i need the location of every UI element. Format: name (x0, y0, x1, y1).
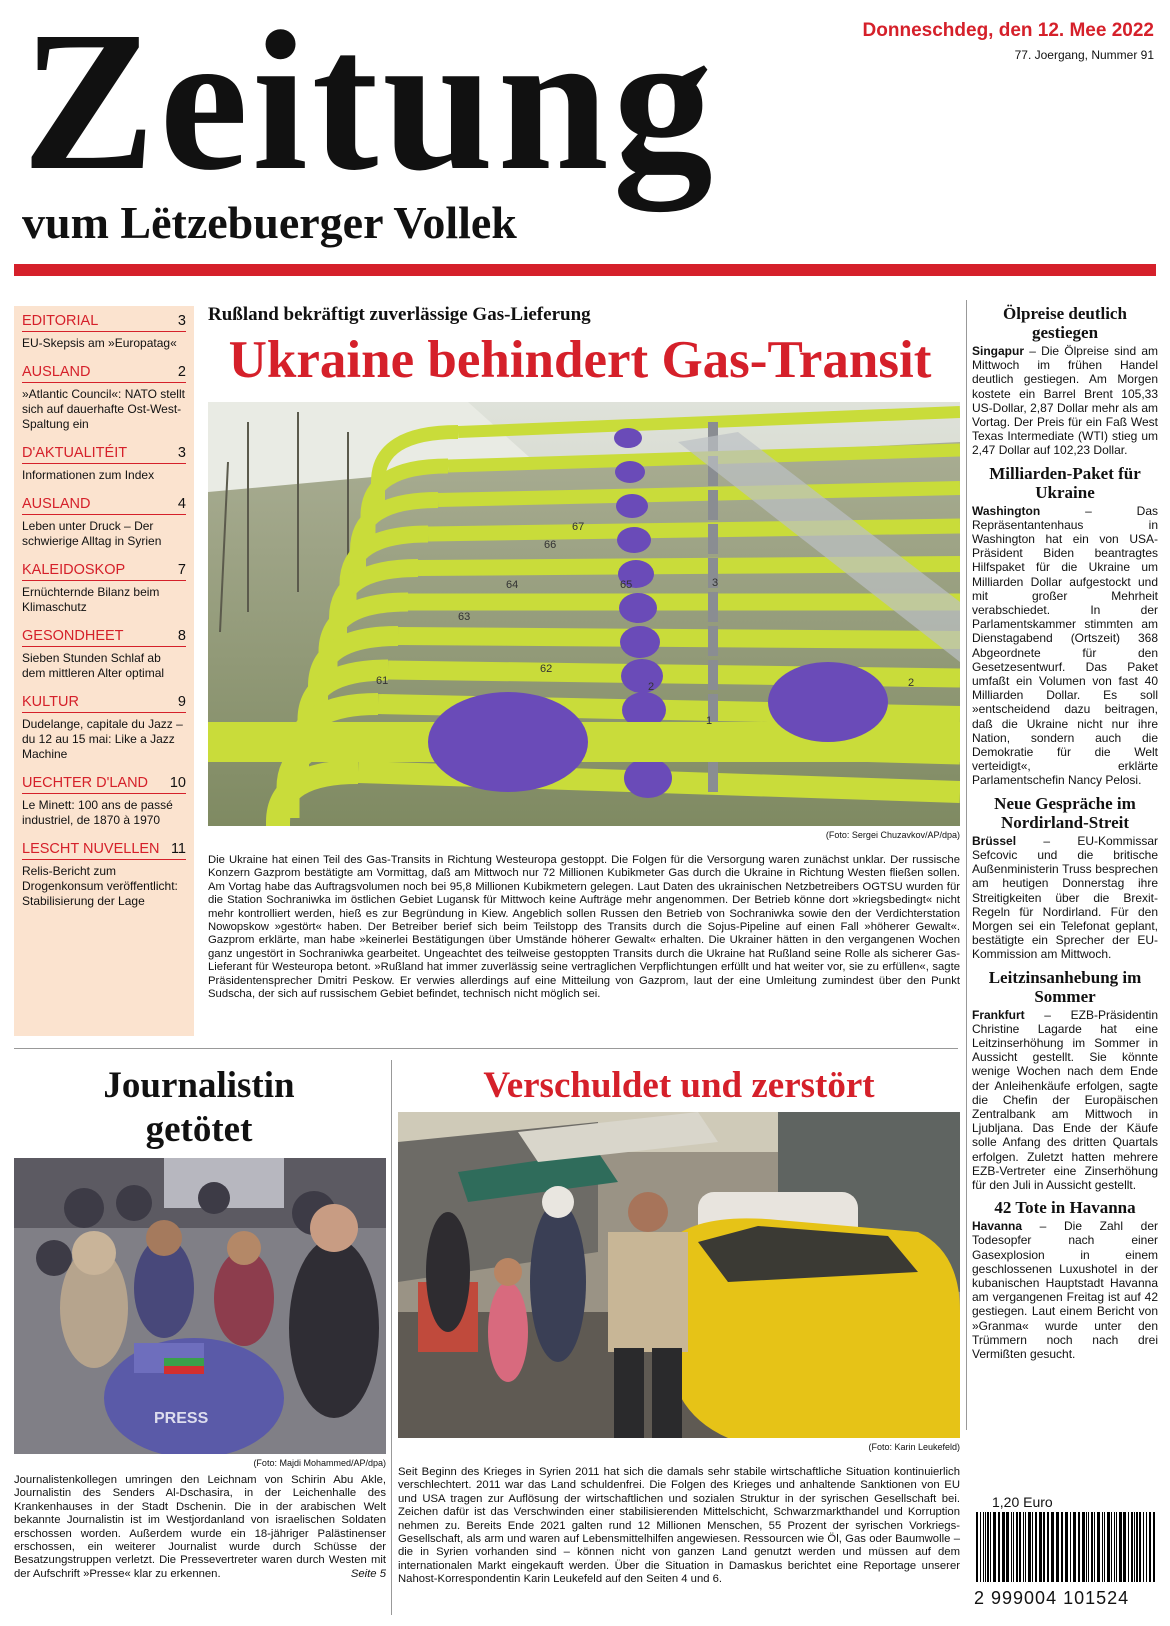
index-item[interactable] (22, 312, 186, 351)
barcode-bar (1073, 1512, 1076, 1582)
news-brief (972, 464, 1158, 788)
section-divider (14, 1048, 958, 1049)
barcode-bar (1019, 1512, 1021, 1582)
barcode-bar (1013, 1512, 1014, 1582)
index-teaser: »Atlantic Council«: NATO stellt sich auf dauerhafte Ost-West-Spaltung ein (22, 387, 185, 431)
barcode-bar (1082, 1512, 1085, 1582)
barcode-bar (1111, 1512, 1112, 1582)
journalist-photo-mourners[interactable] (14, 1158, 386, 1454)
syria-photo-credit: (Foto: Karin Leukefeld) (868, 1442, 960, 1452)
brief-text: – Das Repräsentantenhaus in Washington hat ein von USA-Präsident Biden beantragtes Hilfspaket für die Ukraine um Milliarden Dollar aufgestockt und mit großer Mehrheit verabschiedet. In der Parlamentskammer stimmten am Dienstagabend (Ortszeit) 368 Abgeordnete für den Gesetzesentwurf. Das Paket umfaßt ein Volumen von fast 40 Milliarden Dollar. Es soll »entscheidend dazu beitragen, daß die Ukraine nicht nur ihre Nation, sondern auch die Demokratie für die Welt verteidigt«, erklärte Parlamentschefin Nancy Pelosi. (972, 503, 1158, 788)
index-section-heading[interactable] (22, 774, 186, 794)
index-section-heading[interactable] (22, 693, 186, 713)
index-item[interactable] (22, 495, 186, 549)
masthead-rule (14, 264, 1156, 276)
barcode-bar (1128, 1512, 1129, 1582)
index-section-heading[interactable] (22, 363, 186, 383)
brief-text: – Die Ölpreise sind am Mittwoch im frühen Handel deutlich gestiegen. Am Morgen kostete ein Barrel Brent 105,33 US-Dollar, 2,87 Dollar mehr als am Vortag. Der Preis für ein Faß West Texas Intermediate (WTI) stieg um 2,47 Dollar auf 102,23 Dollar. (972, 344, 1158, 458)
index-section-name: KULTUR (22, 694, 79, 710)
barcode-bar (1056, 1512, 1059, 1582)
barcode-bar (1091, 1512, 1093, 1582)
barcode-bar (1025, 1512, 1026, 1582)
index-section-name: EDITORIAL (22, 313, 99, 329)
brief-dateline: Frankfurt (972, 1007, 1025, 1022)
journalist-page-ref[interactable]: Seite 5 (350, 1567, 386, 1580)
barcode (974, 1512, 1158, 1582)
index-item[interactable] (22, 693, 186, 762)
barcode-bar (1146, 1512, 1147, 1582)
index-page-number: 3 (177, 313, 186, 329)
index-teaser: EU-Skepsis am »Europatag« (22, 336, 177, 350)
index-section-heading[interactable] (22, 495, 186, 515)
lead-photo-gas-pipelines[interactable] (208, 402, 960, 826)
index-teaser: Relis-Bericht zum Drogenkonsum veröffentlicht: Stabilisierung der Lage (22, 864, 178, 908)
lead-kicker: Rußland bekräftigt zuverlässige Gas-Lieferung (208, 304, 591, 325)
barcode-bar (1035, 1512, 1037, 1582)
journalist-body-text (14, 1474, 386, 1581)
barcode-bar (1097, 1512, 1100, 1582)
barcode-bar (1107, 1512, 1110, 1582)
issue-number: 77. Joergang, Nummer 91 (1014, 48, 1154, 62)
barcode-bar (1119, 1512, 1122, 1582)
pipe-number-label: 3 (712, 577, 719, 589)
barcode-bar (1002, 1512, 1005, 1582)
masthead-subtitle: vum Lëtzebuerger Vollek (22, 197, 517, 248)
barcode-bar (1136, 1512, 1138, 1582)
index-page-number: 10 (169, 775, 186, 791)
brief-body (972, 1219, 1158, 1361)
lead-headline[interactable]: Ukraine behindert Gas-Transit (228, 331, 932, 389)
index-page-number: 9 (177, 694, 186, 710)
press-vest-label: PRESS (154, 1410, 209, 1427)
lead-photo-credit: (Foto: Sergei Chuzavkov/AP/dpa) (825, 830, 960, 840)
journalist-body: Journalistenkollegen umringen den Leichnam von Schirin Abu Akle, Journalistin des Senders Al-Dschasira, in der Leichenhalle des Krankenhauses in der Stadt Dschenin. Die in der arabischen Welt bekannte Journalistin ist im Westjordanland von israelischen Soldaten erschossen worden. Außerdem wurde ein 18-jähriger Palästinenser erschossen, ein weiterer Journalist wurde durch Schüsse der Besatzungstruppen verletzt. Die Pressevertreter waren durch Westen mit der Aufschrift »Presse« klar zu erkennen. (14, 1474, 386, 1580)
index-teaser: Informationen zum Index (22, 468, 155, 482)
index-item[interactable] (22, 363, 186, 432)
issue-date: Donneschdeg, den 12. Mee 2022 (862, 20, 1154, 41)
barcode-bar (1078, 1512, 1080, 1582)
journalist-photo-credit: (Foto: Majdi Mohammed/AP/dpa) (253, 1458, 386, 1468)
barcode-bar (1153, 1512, 1155, 1582)
index-page-number: 8 (177, 628, 186, 644)
index-section-name: UECHTER D'LAND (22, 775, 149, 791)
barcode-bar (1043, 1512, 1045, 1582)
brief-body (972, 1008, 1158, 1193)
barcode-bar (1104, 1512, 1105, 1582)
barcode-bar (1023, 1512, 1024, 1582)
barcode-bar (1032, 1512, 1033, 1582)
index-teaser: Sieben Stunden Schlaf ab dem mittleren Alter optimal (22, 651, 165, 680)
barcode-bar (1114, 1512, 1115, 1582)
masthead-title: Zeitung (22, 0, 717, 212)
barcode-bar (1016, 1512, 1018, 1582)
index-item[interactable] (22, 774, 186, 828)
pipe-number-label: 2 (908, 677, 915, 689)
barcode-bar (1131, 1512, 1133, 1582)
pipe-number-label: 1 (706, 715, 713, 727)
pipe-number-label: 67 (572, 521, 585, 533)
barcode-bar (1116, 1512, 1117, 1582)
index-section-name: D'AKTUALITÉIT (22, 445, 128, 461)
index-teaser: Ernüchternde Bilanz beim Klimaschutz (22, 585, 160, 614)
pipe-number-label: 63 (458, 611, 471, 623)
barcode-bar (1088, 1512, 1089, 1582)
index-section-name: GESONDHEET (22, 628, 124, 644)
brief-body (972, 834, 1158, 962)
brief-text: – EU-Kommissar Sefcovic und die britische Außenministerin Truss besprechen am heutigen Donnerstag ihre Streitigkeiten über die Brexit-Regeln für Nordirland. Für den Morgen sei ein Telefonat geplant, bestätigte ein Sprecher der EU-Kommission am Mittwoch. (972, 833, 1158, 962)
journalist-headline-line1: Journalistin (103, 1065, 295, 1106)
brief-body (972, 504, 1158, 788)
index-page-number: 4 (177, 496, 186, 512)
barcode-bar (990, 1512, 991, 1582)
brief-dateline: Havanna (972, 1219, 1023, 1234)
barcode-bar (987, 1512, 989, 1582)
index-section-heading[interactable] (22, 840, 186, 860)
barcode-bar (1149, 1512, 1151, 1582)
barcode-bar (1006, 1512, 1009, 1582)
pipe-number-label: 61 (376, 675, 389, 687)
journalist-headline[interactable] (14, 1064, 384, 1152)
brief-title[interactable]: Leitzinsanhebung im Sommer (988, 967, 1142, 1006)
brief-title[interactable]: Milliarden-Paket für Ukraine (989, 463, 1141, 502)
barcode-bar (998, 1512, 1000, 1582)
barcode-bar (1039, 1512, 1042, 1582)
pipe-number-label: 62 (540, 663, 553, 675)
brief-dateline: Brüssel (972, 833, 1017, 848)
index-teaser: Dudelange, capitale du Jazz – du 12 au 15 mai: Like a Jazz Machine (22, 717, 183, 761)
index-page-number: 11 (170, 841, 186, 857)
index-item[interactable] (22, 840, 186, 909)
index-section-heading[interactable] (22, 627, 186, 647)
barcode-bar (1011, 1512, 1012, 1582)
brief-title[interactable]: Neue Gespräche im Nordirland-Streit (994, 793, 1136, 832)
pipe-number-label: 64 (506, 579, 519, 591)
pipe-number-label: 65 (620, 579, 633, 591)
barcode-bar (1086, 1512, 1087, 1582)
index-section-heading[interactable] (22, 312, 186, 332)
index-page-number: 3 (177, 445, 186, 461)
barcode-bar (1139, 1512, 1141, 1582)
barcode-bar (1028, 1512, 1031, 1582)
index-section-heading[interactable] (22, 444, 186, 464)
barcode-bar (1051, 1512, 1054, 1582)
barcode-bar (985, 1512, 986, 1582)
index-section-name: LESCHT NUVELLEN (22, 841, 160, 857)
journalist-headline-line2: getötet (145, 1109, 253, 1150)
barcode-bar (1134, 1512, 1135, 1582)
index-section-name: AUSLAND (22, 364, 91, 380)
right-column-rule (966, 300, 967, 1430)
barcode-bar (1047, 1512, 1049, 1582)
index-box (14, 306, 194, 1036)
barcode-bar (1123, 1512, 1126, 1582)
syria-headline[interactable]: Verschuldet und zerstört (483, 1065, 875, 1106)
news-brief (972, 794, 1158, 962)
brief-body (972, 344, 1158, 458)
index-teaser: Leben unter Druck – Der schwierige Alltag in Syrien (22, 519, 162, 548)
brief-title[interactable]: 42 Tote in Havanna (994, 1198, 1136, 1218)
barcode-bar (980, 1512, 981, 1582)
index-item[interactable] (22, 627, 186, 681)
brief-dateline: Washington (972, 503, 1041, 518)
barcode-bar (1094, 1512, 1095, 1582)
index-section-name: KALEIDOSKOP (22, 562, 126, 578)
news-brief (972, 968, 1158, 1193)
index-item[interactable] (22, 561, 186, 615)
index-section-heading[interactable] (22, 561, 186, 581)
brief-text: – Die Zahl der Todesopfer nach einer Gasexplosion in einem geschlossenen Luxushotel in der kubanischen Hauptstadt Havanna am vergangenen Freitag ist auf 42 gestiegen. Laut einem Bericht von »Granma« wurde unter den Trümmern noch nach drei Vermißten gesucht. (972, 1219, 1158, 1361)
news-briefs-column (972, 304, 1158, 1367)
index-page-number: 2 (177, 364, 186, 380)
barcode-bar (1070, 1512, 1071, 1582)
price-label: 1,20 Euro (992, 1494, 1053, 1510)
lead-body-text: Die Ukraine hat einen Teil des Gas-Transits in Richtung Westeuropa gestoppt. Die Folgen für die Versorgung waren zunächst unklar. Der russische Konzern Gazprom bestätigte am Vormittag, daß am Mittwoch nur 72 Millionen Kubikmeter Gas durch die Ukraine in Richtung Westen fließen sollen. Am Vortag habe das Auftragsvolumen noch bei 95,8 Millionen Kubikmetern gelegen. Laut Daten des ukrainischen Netzbetreibers OGTSU wurden für die Station Sochraniwka im östlichen Gebiet Lugansk für Mittwoch keine Aufträge mehr angenommen. Der Betrieb könne dort »kriegsbedingt« nicht mehr kontrolliert werden, hieß es zur Begründung in Kiew. Angeblich sollen Russen den Betrieb von Sochraniwka sowie den der Verdichterstation Nowopskow »gestört« haben. Der Betreiber berief sich beim Teilstopp des Transits durch die Sojus-Pipeline auf einen Fall »höherer Gewalt«. Gazprom erklärte, man habe »keinerlei Bestätigungen über Umstände höherer Gewalt« erhalten. Die Ukrainer hätten in den vergangenen Wochen ganz ungestört in Sochraniwka gearbeitet. Ungeachtet des teilweise gestoppten Transits durch die Ukraine hat Rußland seine Rolle als sicherer Gas-Lieferant für Westeuropa betont. »Rußland hat immer zuverlässig seine vertraglichen Verpflichtungen erfüllt und hat weiter vor, sie zu erfüllen«, sagte Präsidentensprecher Dmitri Peskow. Er verwies allerdings auf eine Mitteilung von Gazprom, laut der eine Umleitung zumindest über den Punkt Sudscha, der sich auf russischem Gebiet befindet, technisch nicht möglich sei. (208, 854, 960, 1001)
brief-title[interactable]: Ölpreise deutlich gestiegen (1003, 304, 1127, 342)
barcode-bar (1065, 1512, 1068, 1582)
syria-photo-market-street[interactable] (398, 1112, 960, 1438)
pipe-number-label: 66 (544, 539, 557, 551)
barcode-bar (1102, 1512, 1103, 1582)
barcode-bar (983, 1512, 984, 1582)
barcode-bar (976, 1512, 978, 1582)
syria-body-text: Seit Beginn des Krieges in Syrien 2011 hat sich die damals sehr stabile wirtschaftliche Situation kontinuierlich verschlechtert. 2011 war das Land schuldenfrei. Die Folgen des Krieges und anhaltende Sanktionen von EU und USA tragen zur Auflösung der wirtschaftlichen und sozialen Struktur in der syrischen Gesellschaft bei. Zeichen dafür ist das Verschwinden einer stabilisierenden Mittelschicht, Schwarzmarkthandel und Korruption nehmen zu. Bereits Ende 2021 galten rund 12 Millionen Menschen, 55 Prozent der syrischen Vorkriegs-Gesellschaft, als arm und waren auf Lebensmittelhilfen angewiesen. Ressourcen wie Öl, Gas oder Baumwolle – die in Syrien vorhanden sind – können nicht von ganzen Land genutzt werden und müssen auf dem internationalen Markt eingekauft werden. Über die Situation in Damaskus berichtet eine Reportage unserer Nahost-Korrespondentin Karin Leukefeld auf den Seiten 4 und 6. (398, 1466, 960, 1586)
index-page-number: 7 (177, 562, 186, 578)
barcode-digits: 2 999004 101524 (974, 1588, 1130, 1608)
pipe-number-label: 2 (648, 681, 655, 693)
news-brief (972, 1198, 1158, 1361)
index-teaser: Le Minett: 100 ans de passé industriel, de 1870 à 1970 (22, 798, 173, 827)
brief-text: – EZB-Präsidentin Christine Lagarde hat eine Leitzinserhöhung im Sommer in Aussicht gestellt. Sie könnte wenige Wochen nach dem Ende der Anleihenkäufe erfolgen, sagte die Chefin der Europäischen Zentralbank am Mittwoch in Ljubljana. Das Ende der Käufe solle Anfang des dritten Quartals erfolgen. Zuletzt hatten mehrere EZB-Vertreter eine Zinserhöhung für den Juli in Aussicht gestellt. (972, 1007, 1158, 1192)
barcode-bar (993, 1512, 996, 1582)
brief-dateline: Singapur (972, 344, 1025, 358)
barcode-bar (1143, 1512, 1144, 1582)
index-section-name: AUSLAND (22, 496, 91, 512)
index-item[interactable] (22, 444, 186, 483)
news-brief (972, 304, 1158, 458)
column-divider (391, 1060, 392, 1615)
barcode-bar (1061, 1512, 1063, 1582)
